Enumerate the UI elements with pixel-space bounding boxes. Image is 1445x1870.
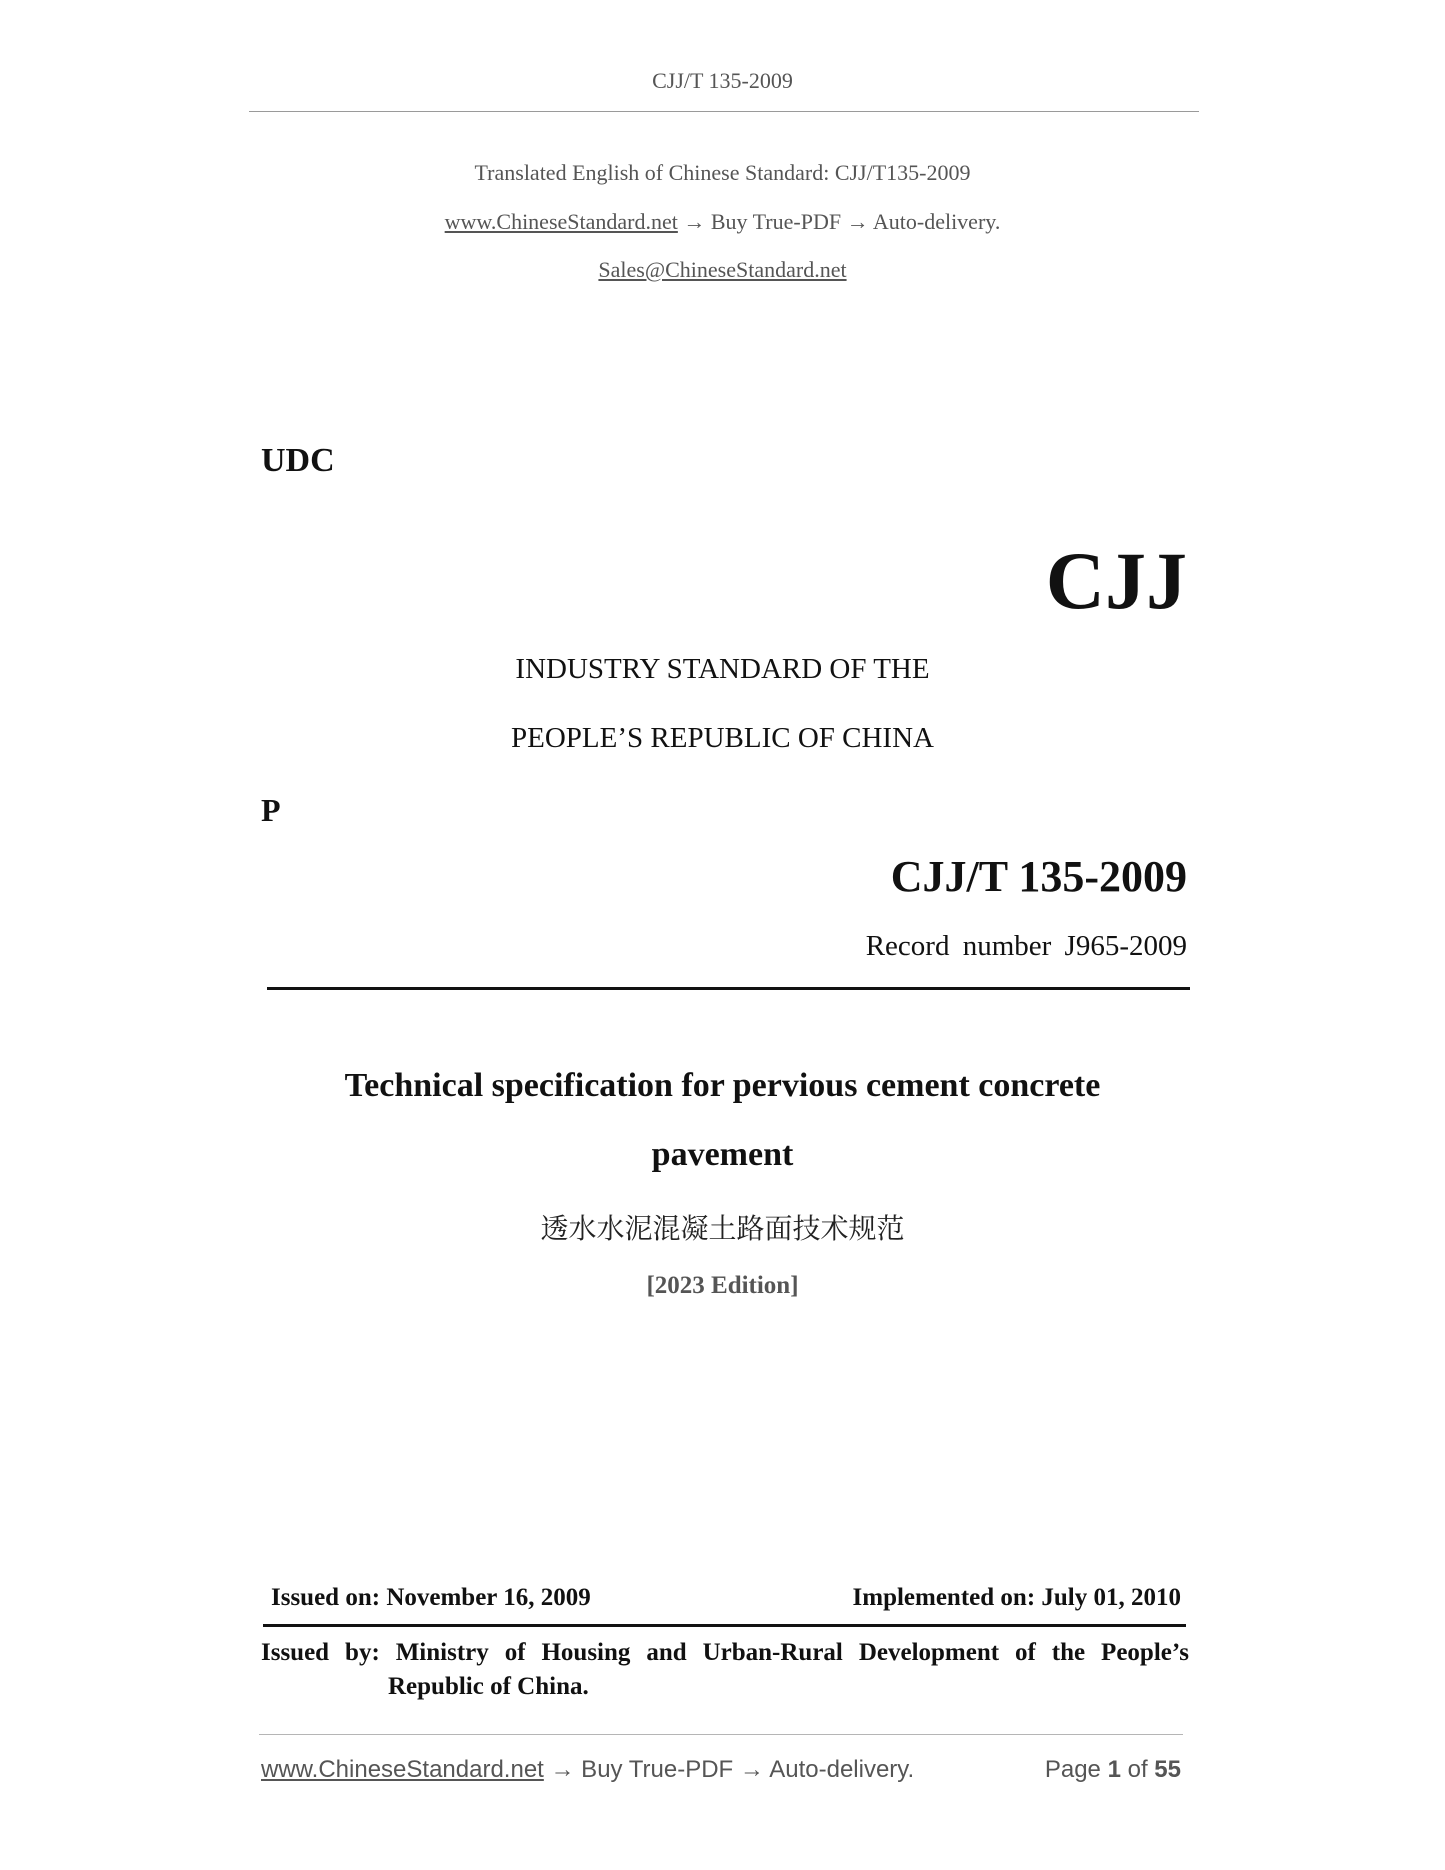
footer-buy-notice	[261, 1756, 914, 1784]
running-header: CJJ/T 135-2009	[652, 68, 793, 93]
page-word: Page	[1044, 1756, 1101, 1783]
issued-by	[261, 1636, 1189, 1704]
cover-divider	[267, 987, 1190, 990]
of-word: of	[1127, 1756, 1148, 1783]
record-number: Record number J965-2009	[865, 930, 1187, 962]
series-code: CJJ	[1045, 535, 1187, 626]
translation-notice: Translated English of Chinese Standard: CJJ/T135-2009	[474, 160, 971, 185]
page-total: 55	[1154, 1756, 1181, 1783]
issued-by-line1: Issued by: Ministry of Housing and Urban-Rural Development of the People’s	[261, 1639, 1189, 1666]
industry-standard-line: INDUSTRY STANDARD OF THE	[515, 653, 930, 685]
edition-label: [2023 Edition]	[646, 1272, 799, 1299]
issued-on-date: Issued on: November 16, 2009	[271, 1584, 591, 1611]
udc-label: UDC	[261, 442, 335, 479]
footer-divider	[259, 1734, 1183, 1735]
document-title-chinese: 透水水泥混凝土路面技术规范	[540, 1212, 905, 1245]
site-link[interactable]: www.ChineseStandard.net	[444, 209, 678, 234]
p-label: P	[261, 792, 281, 828]
header-divider	[249, 111, 1199, 112]
standard-code: CJJ/T 135-2009	[890, 852, 1187, 901]
sales-email-link[interactable]: Sales@ChineseStandard.net	[598, 257, 847, 282]
page-indicator	[1045, 1756, 1181, 1784]
implemented-on-date: Implemented on: July 01, 2010	[852, 1584, 1181, 1611]
footer-site-link[interactable]: www.ChineseStandard.net	[261, 1756, 544, 1783]
document-title-line2: pavement	[651, 1136, 794, 1173]
issue-divider	[263, 1624, 1186, 1627]
buy-notice	[0, 209, 1445, 235]
country-line: PEOPLE’S REPUBLIC OF CHINA	[511, 722, 934, 754]
document-title-line1: Technical specification for pervious cement concrete	[344, 1067, 1101, 1104]
issued-by-line2: Republic of China.	[388, 1673, 589, 1700]
sales-notice	[0, 257, 1445, 283]
footer-buy-text: → Buy True-PDF → Auto-delivery.	[543, 1756, 915, 1783]
page-number: 1	[1107, 1756, 1121, 1783]
buy-text: → Buy True-PDF → Auto-delivery.	[677, 209, 1001, 234]
